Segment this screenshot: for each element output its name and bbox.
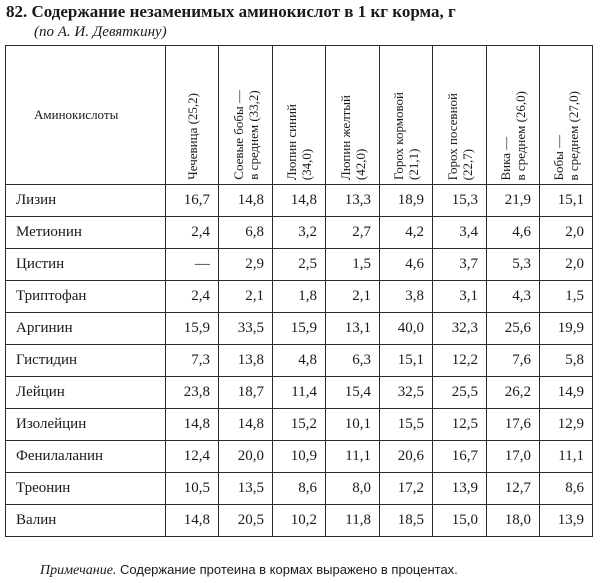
column-header-line1: Горох посевной bbox=[444, 92, 460, 180]
table-row bbox=[6, 185, 593, 217]
table-cell: 10,1 bbox=[326, 409, 380, 441]
table-cell: 2,5 bbox=[273, 249, 326, 281]
table-cell: 14,8 bbox=[273, 185, 326, 217]
table-cell: 16,7 bbox=[166, 185, 219, 217]
table-cell: 15,1 bbox=[380, 345, 433, 377]
column-header-label bbox=[391, 92, 421, 180]
table-cell: 14,8 bbox=[166, 409, 219, 441]
table-cell: 12,2 bbox=[433, 345, 487, 377]
amino-acid-name: Изолейцин bbox=[6, 409, 166, 441]
table-cell: 14,8 bbox=[166, 505, 219, 537]
table-cell: 8,6 bbox=[273, 473, 326, 505]
table-cell: 5,8 bbox=[540, 345, 593, 377]
table-cell: 15,4 bbox=[326, 377, 380, 409]
table-row bbox=[6, 377, 593, 409]
table-cell: 7,3 bbox=[166, 345, 219, 377]
table-cell: 26,2 bbox=[487, 377, 540, 409]
column-header bbox=[487, 46, 540, 185]
table-cell: 3,1 bbox=[433, 281, 487, 313]
column-header-line2: (34,0) bbox=[299, 148, 314, 180]
footnote-text: Содержание протеина в кормах выражено в процентах. bbox=[116, 562, 458, 577]
column-header-line1: Горох кормовой bbox=[391, 92, 406, 180]
table-cell: 4,3 bbox=[487, 281, 540, 313]
table-cell: 11,8 bbox=[326, 505, 380, 537]
table-cell: 15,3 bbox=[433, 185, 487, 217]
table-cell: 17,2 bbox=[380, 473, 433, 505]
page-title: 82. Содержание незаменимых аминокислот в 1 кг корма, г bbox=[6, 2, 456, 21]
table-cell: 32,3 bbox=[433, 313, 487, 345]
table-cell: 12,4 bbox=[166, 441, 219, 473]
column-header bbox=[433, 46, 487, 185]
table-cell: 7,6 bbox=[487, 345, 540, 377]
table-cell: 14,9 bbox=[540, 377, 593, 409]
table-cell: 20,0 bbox=[219, 441, 273, 473]
table-cell: 13,9 bbox=[433, 473, 487, 505]
table-cell: 12,9 bbox=[540, 409, 593, 441]
table-cell: 2,4 bbox=[166, 217, 219, 249]
table-cell: 16,7 bbox=[433, 441, 487, 473]
column-header-line2: (42,0) bbox=[352, 148, 368, 180]
amino-acid-name: Фенилаланин bbox=[6, 441, 166, 473]
table-body bbox=[6, 185, 593, 537]
column-header-line2: (21,1) bbox=[406, 148, 421, 180]
table-cell: 6,8 bbox=[219, 217, 273, 249]
table-cell: 18,9 bbox=[380, 185, 433, 217]
column-header-label bbox=[551, 91, 581, 180]
table-cell: 25,6 bbox=[487, 313, 540, 345]
table-cell: 18,0 bbox=[487, 505, 540, 537]
table-cell: 15,5 bbox=[380, 409, 433, 441]
column-header bbox=[273, 46, 326, 185]
table-cell: 40,0 bbox=[380, 313, 433, 345]
table-cell: 15,1 bbox=[540, 185, 593, 217]
amino-acid-name: Аргинин bbox=[6, 313, 166, 345]
table-cell: 4,6 bbox=[487, 217, 540, 249]
table-cell: 33,5 bbox=[219, 313, 273, 345]
table-cell: 17,0 bbox=[487, 441, 540, 473]
column-header-line2: (22,7) bbox=[459, 148, 475, 180]
table-cell: 1,8 bbox=[273, 281, 326, 313]
table-cell: 18,5 bbox=[380, 505, 433, 537]
table-cell: 15,9 bbox=[166, 313, 219, 345]
table-row bbox=[6, 409, 593, 441]
amino-acid-name: Валин bbox=[6, 505, 166, 537]
table-cell: 1,5 bbox=[326, 249, 380, 281]
row-header-cell bbox=[6, 46, 166, 185]
column-header-line1: Соевые бобы — bbox=[230, 90, 246, 180]
table-cell: 8,6 bbox=[540, 473, 593, 505]
column-header-line2: в среднем (33,2) bbox=[245, 90, 261, 180]
column-header-label bbox=[185, 93, 200, 180]
table-cell: 18,7 bbox=[219, 377, 273, 409]
table-cell: 11,4 bbox=[273, 377, 326, 409]
table-cell: 15,9 bbox=[273, 313, 326, 345]
page-subtitle: (по А. И. Девяткину) bbox=[34, 24, 167, 40]
column-header-line1: Люпин желтый bbox=[337, 94, 353, 180]
table-cell: 14,8 bbox=[219, 185, 273, 217]
table-cell: 17,6 bbox=[487, 409, 540, 441]
footnote-label: Примечание. bbox=[40, 563, 117, 578]
table-cell: 6,3 bbox=[326, 345, 380, 377]
column-header-label bbox=[498, 91, 528, 180]
column-header-line1: Бобы — bbox=[551, 134, 566, 180]
table-cell: 4,2 bbox=[380, 217, 433, 249]
table-cell: 2,1 bbox=[219, 281, 273, 313]
table-cell: 13,3 bbox=[326, 185, 380, 217]
amino-acid-table bbox=[5, 45, 593, 537]
table-cell: 10,2 bbox=[273, 505, 326, 537]
column-header bbox=[326, 46, 380, 185]
column-header bbox=[166, 46, 219, 185]
column-header bbox=[380, 46, 433, 185]
column-header-line1: Чечевица (25,2) bbox=[184, 93, 200, 180]
table-cell: 20,6 bbox=[380, 441, 433, 473]
table-cell: — bbox=[166, 249, 219, 281]
table-cell: 1,5 bbox=[540, 281, 593, 313]
table-cell: 5,3 bbox=[487, 249, 540, 281]
table-cell: 25,5 bbox=[433, 377, 487, 409]
table-cell: 10,5 bbox=[166, 473, 219, 505]
table-cell: 3,4 bbox=[433, 217, 487, 249]
table-cell: 12,5 bbox=[433, 409, 487, 441]
row-header-label: Аминокислоты bbox=[34, 107, 119, 122]
table-cell: 11,1 bbox=[540, 441, 593, 473]
table-cell: 13,5 bbox=[219, 473, 273, 505]
table-row bbox=[6, 441, 593, 473]
table-cell: 4,8 bbox=[273, 345, 326, 377]
column-header-line1: Вика — bbox=[498, 136, 513, 180]
table-cell: 23,8 bbox=[166, 377, 219, 409]
table-cell: 11,1 bbox=[326, 441, 380, 473]
table-cell: 13,1 bbox=[326, 313, 380, 345]
table-cell: 20,5 bbox=[219, 505, 273, 537]
table-row bbox=[6, 217, 593, 249]
table-row bbox=[6, 281, 593, 313]
column-header-label bbox=[445, 93, 475, 180]
table-cell: 3,8 bbox=[380, 281, 433, 313]
amino-acid-name: Треонин bbox=[6, 473, 166, 505]
table-cell: 13,9 bbox=[540, 505, 593, 537]
table-cell: 13,8 bbox=[219, 345, 273, 377]
table-cell: 2,0 bbox=[540, 249, 593, 281]
column-header bbox=[540, 46, 593, 185]
table-row bbox=[6, 249, 593, 281]
table-row bbox=[6, 313, 593, 345]
amino-acid-name: Метионин bbox=[6, 217, 166, 249]
table-cell: 8,0 bbox=[326, 473, 380, 505]
amino-acid-name: Лейцин bbox=[6, 377, 166, 409]
column-header-line2: в среднем (27,0) bbox=[566, 90, 581, 180]
table-cell: 2,9 bbox=[219, 249, 273, 281]
amino-acid-name: Гистидин bbox=[6, 345, 166, 377]
table-row bbox=[6, 345, 593, 377]
table-cell: 2,0 bbox=[540, 217, 593, 249]
column-header-label bbox=[338, 95, 368, 180]
table-cell: 19,9 bbox=[540, 313, 593, 345]
table-cell: 32,5 bbox=[380, 377, 433, 409]
table-cell: 2,7 bbox=[326, 217, 380, 249]
table-cell: 14,8 bbox=[219, 409, 273, 441]
amino-acid-name: Цистин bbox=[6, 249, 166, 281]
table-cell: 2,1 bbox=[326, 281, 380, 313]
footnote bbox=[40, 562, 458, 579]
column-header-line2: в среднем (26,0) bbox=[513, 90, 528, 180]
table-cell: 21,9 bbox=[487, 185, 540, 217]
column-header-line1: Люпин синий bbox=[284, 103, 299, 180]
table-cell: 15,2 bbox=[273, 409, 326, 441]
table-row bbox=[6, 473, 593, 505]
table-cell: 3,2 bbox=[273, 217, 326, 249]
table-cell: 3,7 bbox=[433, 249, 487, 281]
table-header-row bbox=[6, 46, 593, 185]
amino-acid-name: Триптофан bbox=[6, 281, 166, 313]
table-cell: 4,6 bbox=[380, 249, 433, 281]
table-cell: 15,0 bbox=[433, 505, 487, 537]
table-cell: 12,7 bbox=[487, 473, 540, 505]
table-cell: 10,9 bbox=[273, 441, 326, 473]
table-row bbox=[6, 505, 593, 537]
column-header-label bbox=[231, 90, 261, 180]
column-header bbox=[219, 46, 273, 185]
column-header-label bbox=[284, 104, 314, 180]
table-cell: 2,4 bbox=[166, 281, 219, 313]
amino-acid-name: Лизин bbox=[6, 185, 166, 217]
